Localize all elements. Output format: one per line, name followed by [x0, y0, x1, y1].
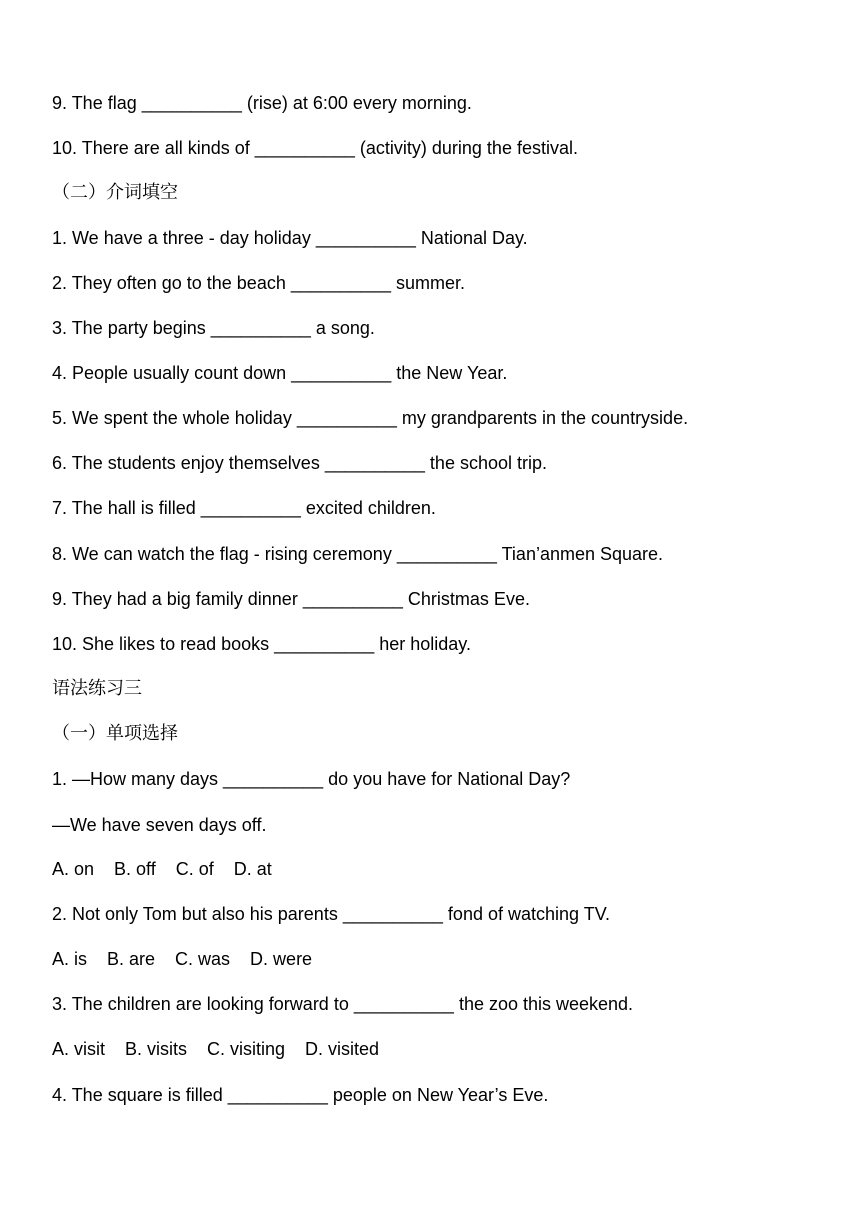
exercise-line: 6. The students enjoy themselves __________ the school trip.: [52, 453, 547, 473]
exercise-line: 2. Not only Tom but also his parents __________ fond of watching TV.: [52, 904, 611, 924]
exercise-line: 4. The square is filled __________ people on New Year’s Eve.: [52, 1085, 549, 1105]
exercise-line: 9. The flag __________ (rise) at 6:00 every morning.: [52, 93, 472, 113]
exercise-line: 5. We spent the whole holiday __________ my grandparents in the countryside.: [52, 408, 689, 428]
exercise-line: 4. People usually count down __________ the New Year.: [52, 363, 508, 383]
exercise-line: 10. There are all kinds of __________ (activity) during the festival.: [52, 138, 578, 158]
section-heading: （一）单项选择: [52, 723, 178, 744]
exercise-line: 1. —How many days __________ do you have for National Day?: [52, 769, 571, 789]
section-heading: （二）介词填空: [52, 182, 178, 203]
exercise-line: 10. She likes to read books __________ her holiday.: [52, 634, 471, 654]
exercise-line: 7. The hall is filled __________ excited children.: [52, 498, 436, 518]
options-line: A. visit B. visits C. visiting D. visited: [52, 1039, 380, 1059]
section-title: 语法练习三: [52, 678, 142, 699]
exercise-line: 8. We can watch the flag - rising ceremony __________ Tian’anmen Square.: [52, 544, 664, 564]
options-line: A. is B. are C. was D. were: [52, 949, 313, 969]
exercise-line: 3. The children are looking forward to __________ the zoo this weekend.: [52, 994, 634, 1014]
exercise-line: 1. We have a three - day holiday __________ National Day.: [52, 228, 528, 248]
exercise-line: 3. The party begins __________ a song.: [52, 318, 375, 338]
exercise-line: 9. They had a big family dinner __________ Christmas Eve.: [52, 589, 530, 609]
exercise-line: —We have seven days off.: [52, 815, 267, 835]
exercise-line: 2. They often go to the beach __________ summer.: [52, 273, 465, 293]
options-line: A. on B. off C. of D. at: [52, 859, 272, 879]
